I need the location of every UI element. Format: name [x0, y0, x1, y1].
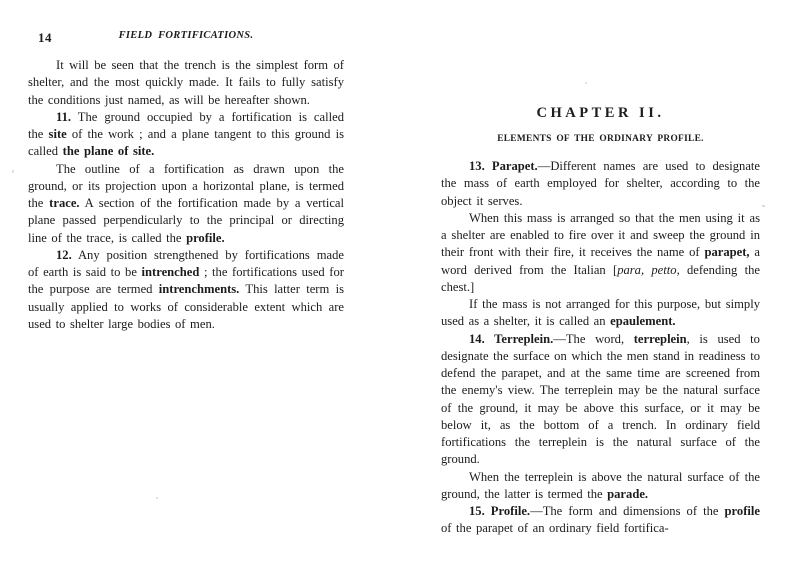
text-segment: a word derived from the Italian [	[441, 245, 761, 277]
right-page	[441, 0, 760, 584]
left-page-body	[28, 57, 344, 333]
text-segment: The ground occupied by a fortification is called the	[28, 109, 344, 141]
text-segment: intrenchments.	[158, 282, 240, 297]
scan-speck	[585, 82, 587, 84]
text-segment: When this mass is arranged so that the men using it as a shelter are enabled to fire over it and sweep the ground in their front with their fire, it receives the name of	[441, 210, 760, 260]
text-segment: It will be seen that the trench is the simplest form of shelter, and the most quickly made. It fails to fully satisfy the conditions just named, as will be hereafter shown.	[28, 58, 344, 107]
page-number: 14	[38, 30, 52, 45]
text-segment: epaulement.	[610, 314, 676, 329]
text-segment: para, petto,	[617, 262, 680, 277]
text-segment: The outline of a fortification as drawn upon the ground, or its projection upon a horizontal plane, is termed the	[28, 161, 344, 210]
running-head-title: FIELD FORTIFICATIONS.	[118, 30, 254, 41]
right-page-body	[441, 158, 760, 538]
paragraph	[28, 109, 344, 161]
text-segment: parade.	[607, 486, 649, 501]
text-segment: 11.	[56, 109, 72, 124]
text-segment: ; the fortifications used for the purpose are termed	[28, 265, 344, 297]
text-segment: 12.	[56, 247, 72, 262]
text-segment: When the terreplein is above the natural surface of the ground, the latter is termed the	[441, 469, 760, 501]
scan-speck	[762, 205, 765, 207]
paragraph	[28, 247, 344, 333]
section-heading: ELEMENTS OF THE ORDINARY PROFILE.	[497, 134, 704, 144]
chapter-heading: CHAPTER II.	[536, 105, 665, 121]
text-segment: 13. Parapet.	[469, 159, 538, 173]
left-page	[28, 0, 344, 584]
text-segment: of the work ; and a plane tangent to this ground is called	[28, 127, 344, 159]
text-segment: —Different names are used to designate the mass of earth employed for shelter, according to the object it serves.	[441, 159, 760, 208]
text-segment: Any position strengthened by fortifications made of earth is said to be	[28, 247, 344, 279]
text-segment: of the parapet of an ordinary field fortifica-	[441, 521, 669, 536]
text-segment: defending the chest.]	[441, 262, 760, 294]
text-segment: profile.	[186, 230, 225, 245]
text-segment: —The word,	[553, 331, 634, 346]
text-segment: intrenched	[141, 265, 200, 279]
paragraph	[441, 158, 760, 210]
paragraph	[441, 296, 760, 331]
text-segment: —The form and dimensions of the	[530, 504, 725, 518]
text-segment: If the mass is not arranged for this purpose, but simply used as a shelter, it is called an	[441, 297, 760, 329]
paragraph	[441, 331, 760, 469]
text-segment: parapet,	[704, 245, 750, 260]
text-segment: site	[48, 127, 67, 141]
paragraph	[28, 57, 344, 109]
scan-speck	[12, 170, 14, 173]
paragraph	[28, 161, 344, 247]
paragraph	[441, 503, 760, 538]
text-segment: trace.	[49, 196, 80, 210]
text-segment: 14. Terreplein.	[469, 331, 554, 346]
paragraph	[441, 210, 760, 296]
text-segment: 15. Profile.	[469, 504, 531, 518]
text-segment: This latter term is usually applied to works of considerable extent which are used to shelter large bodies of men.	[28, 282, 344, 331]
text-segment: , is used to designate the surface on which the men stand in readiness to defend the parapet, and at the same time are screened from the enemy's view. The terreplein may be the natural surface of the ground, it may be above this surface, or it may be below it, as the bottom of a trench. In ordinary field fortifications the terreplein is the natural surface of the ground.	[441, 331, 760, 467]
text-segment: the plane of site.	[62, 144, 155, 159]
paragraph	[441, 469, 760, 504]
scan-speck	[156, 497, 158, 499]
text-segment: profile	[724, 504, 760, 518]
text-segment: A section of the fortification made by a vertical plane passed perpendicularly to the principal or directing line of the trace, is called the	[28, 196, 344, 245]
left-running-head	[28, 30, 344, 44]
text-segment: terreplein	[633, 331, 687, 346]
